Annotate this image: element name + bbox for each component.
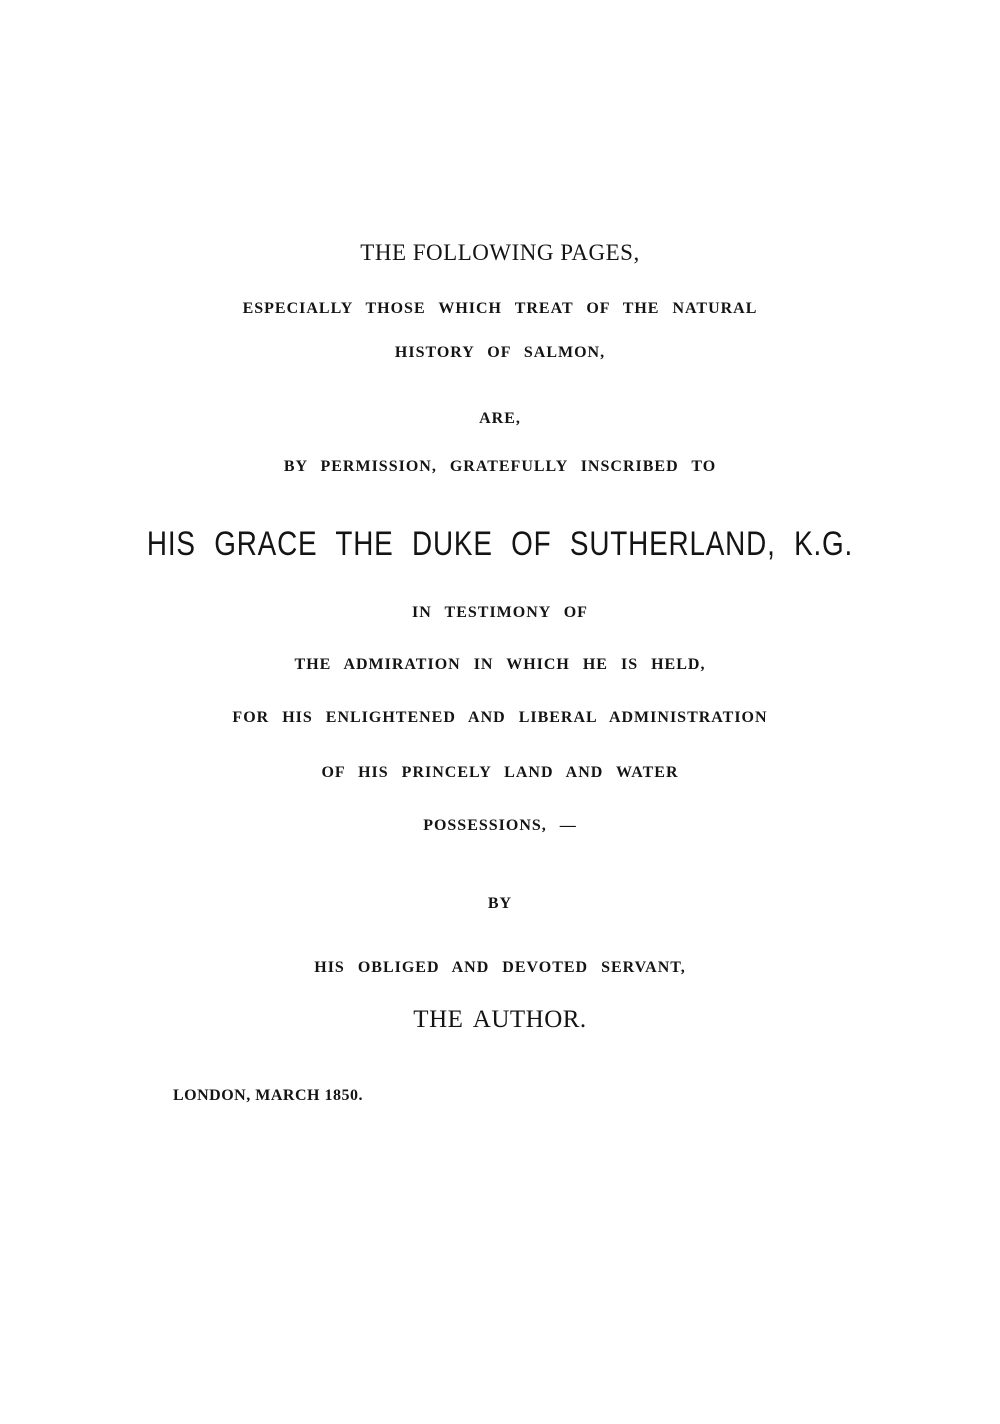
dedicatee-name: HIS GRACE THE DUKE OF SUTHERLAND, K.G. bbox=[146, 525, 854, 563]
dedication-line: IN TESTIMONY OF bbox=[412, 604, 588, 621]
author-signature: THE AUTHOR. bbox=[413, 1006, 587, 1033]
dedication-line: THE ADMIRATION IN WHICH HE IS HELD, bbox=[294, 656, 706, 673]
dedication-line: ESPECIALLY THOSE WHICH TREAT OF THE NATURAL bbox=[242, 300, 758, 317]
dedication-line: BY bbox=[487, 895, 513, 912]
dedication-heading: THE FOLLOWING PAGES, bbox=[360, 240, 640, 265]
place-and-date: LONDON, MARCH 1850. bbox=[173, 1087, 363, 1104]
dedication-line: BY PERMISSION, GRATEFULLY INSCRIBED TO bbox=[283, 458, 717, 475]
dedication-line: FOR HIS ENLIGHTENED AND LIBERAL ADMINISTRATION bbox=[232, 709, 768, 726]
dedication-line: OF HIS PRINCELY LAND AND WATER bbox=[321, 764, 679, 781]
dedication-line: HIS OBLIGED AND DEVOTED SERVANT, bbox=[314, 959, 686, 976]
dedication-line: HISTORY OF SALMON, bbox=[394, 344, 606, 361]
dedication-line: ARE, bbox=[479, 410, 521, 427]
dedication-line: POSSESSIONS, — bbox=[423, 817, 577, 834]
